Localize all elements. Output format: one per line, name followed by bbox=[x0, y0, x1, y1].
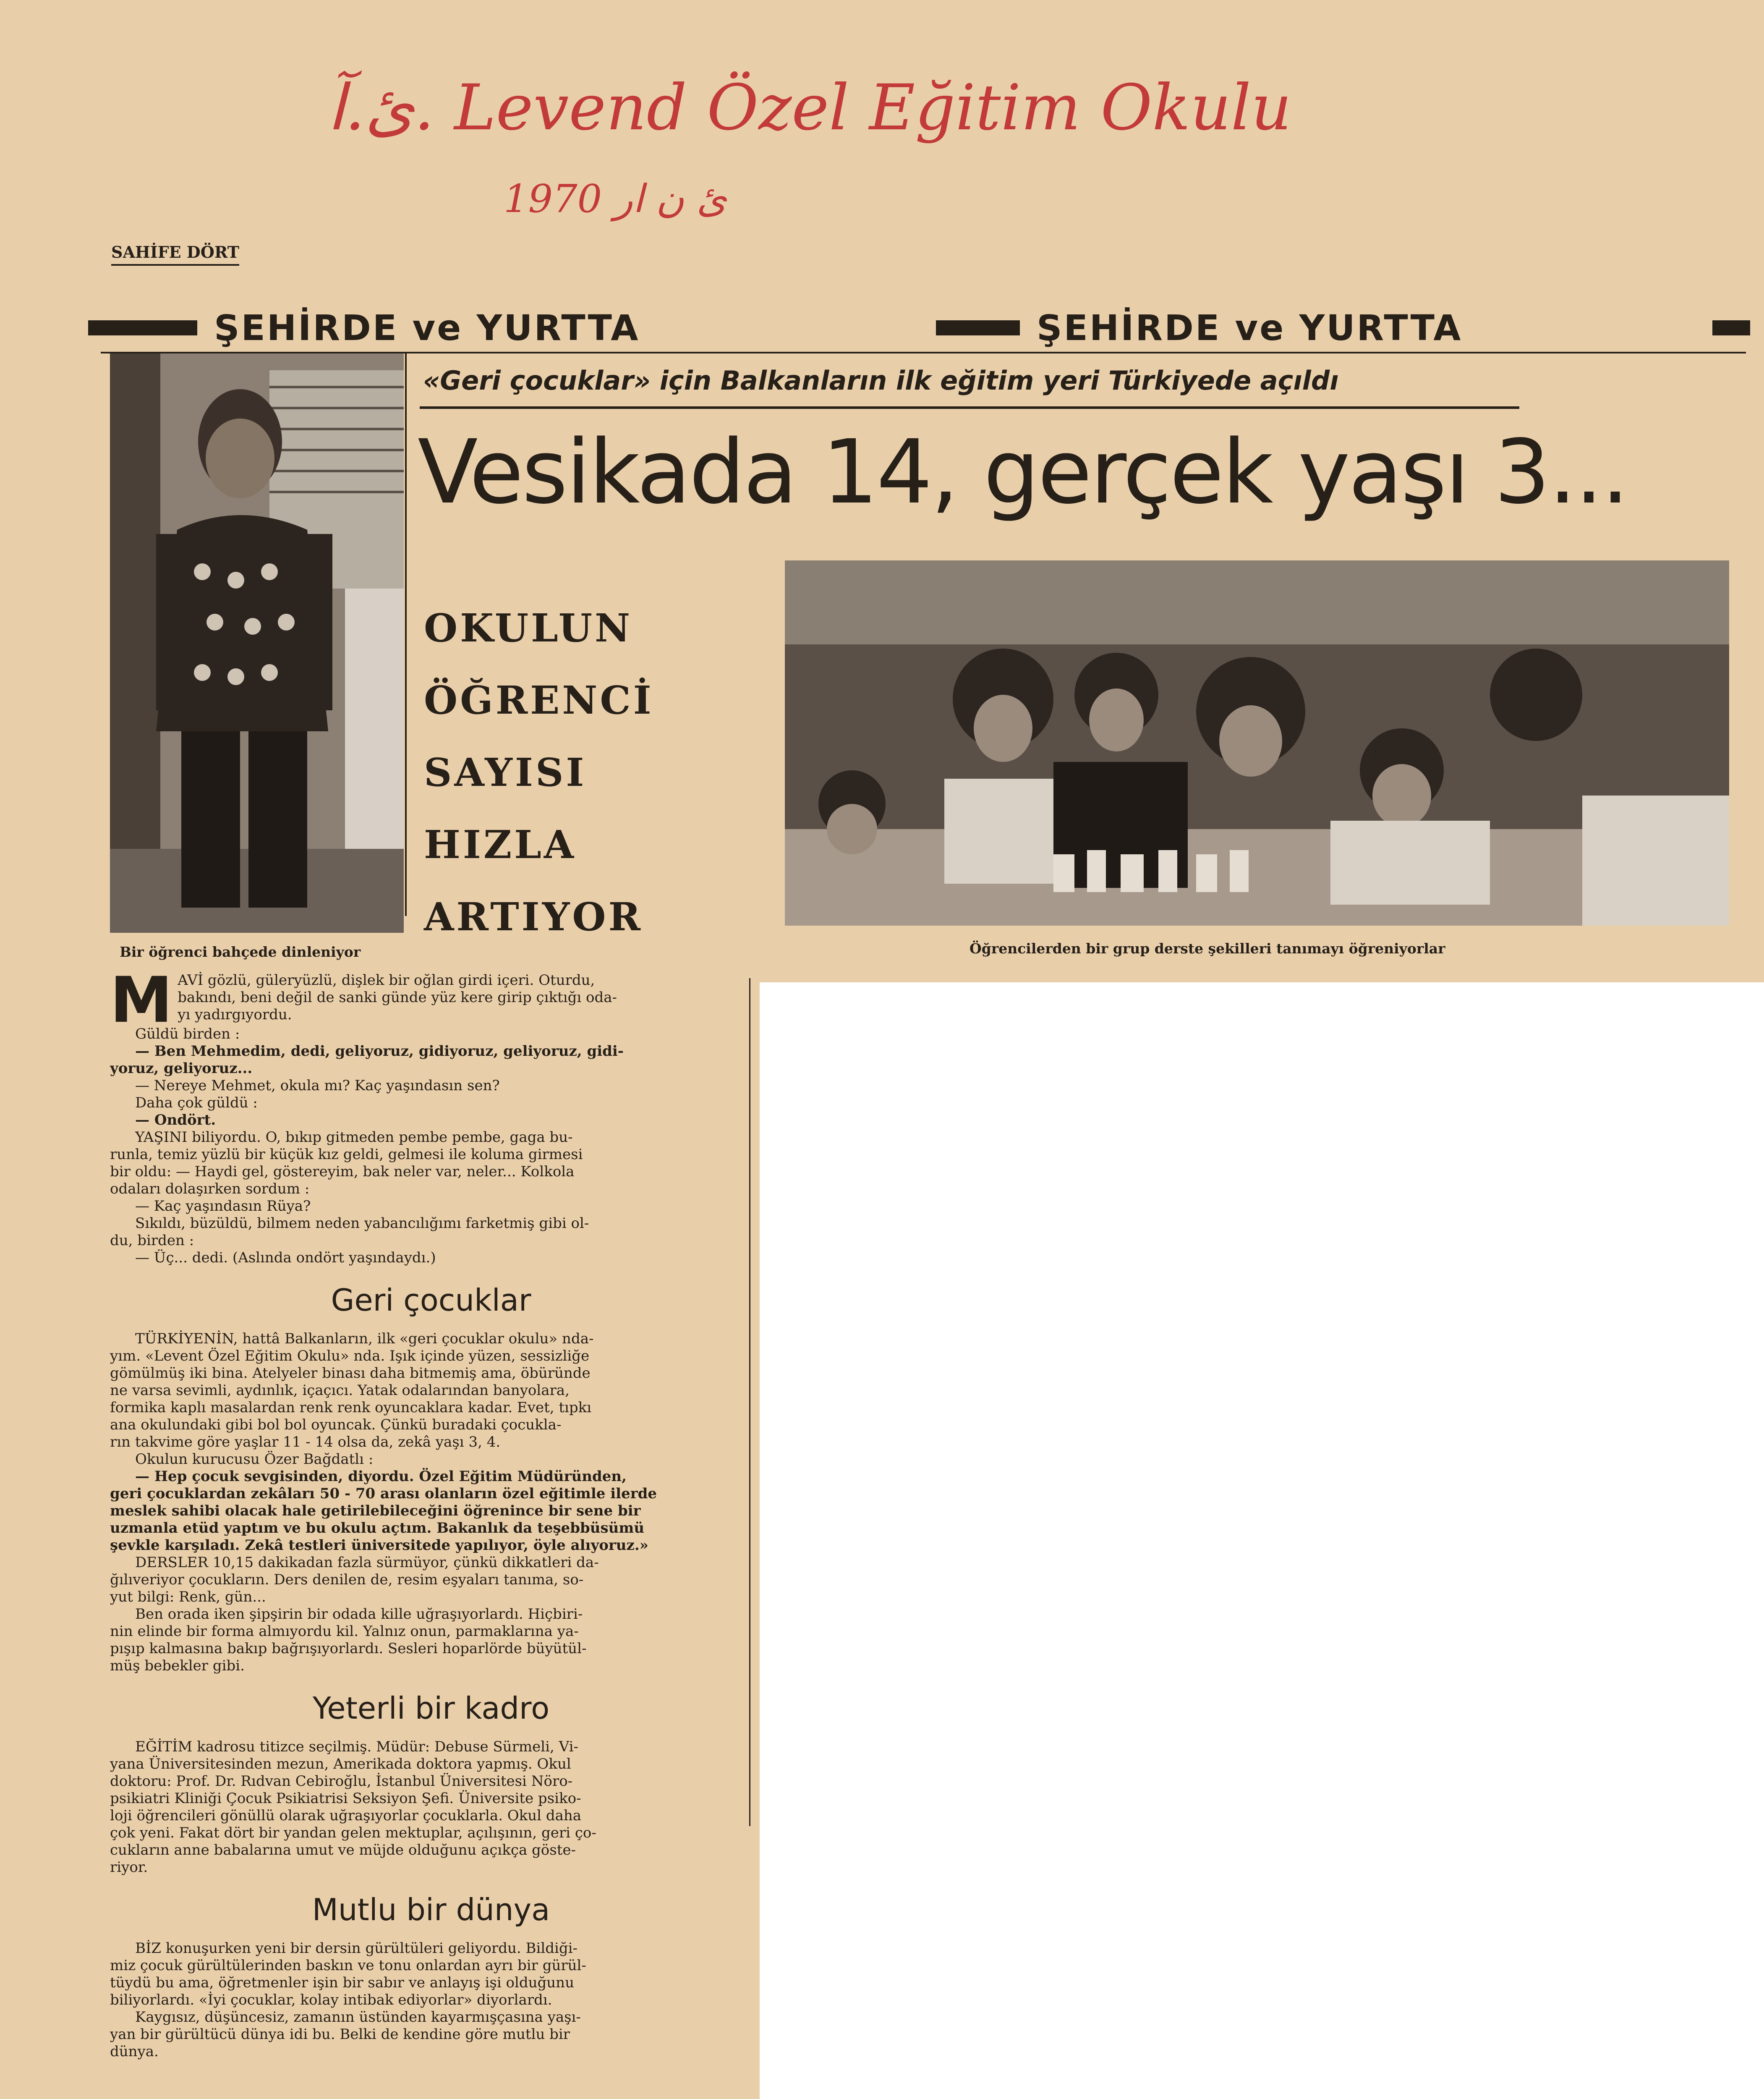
drop-cap: M bbox=[110, 964, 173, 1037]
text-line: pışıp kalmasına bakıp bağrışıyorlardı. Sesleri hoparlörde büyütül- bbox=[110, 1640, 587, 1657]
section-banner bbox=[88, 309, 1750, 347]
student-photo-image bbox=[110, 353, 404, 933]
text-line: Okulun kurucusu Özer Bağdatlı : bbox=[135, 1451, 374, 1468]
kicker: «Geri çocuklar» için Balkanların ilk eğitim yeri Türkiyede açıldı bbox=[423, 365, 1339, 396]
text-line: yut bilgi: Renk, gün... bbox=[110, 1589, 266, 1605]
text-line: loji öğrencileri gönüllü olarak uğraşıyorlar çocuklarla. Okul daha bbox=[110, 1807, 582, 1824]
text-line: bir oldu: — Haydi gel, göstereyim, bak neler var, neler... Kolkola bbox=[110, 1163, 575, 1180]
text-line: gömülmüş iki bina. Atelyeler binası daha bitmemiş ama, öbüründe bbox=[110, 1365, 591, 1382]
handwritten-annotation-date: 1970 ئ ن ار bbox=[504, 176, 727, 221]
text-line: yana Üniversitesinden mezun, Amerikada doktora yapmış. Okul bbox=[110, 1756, 571, 1772]
text-line: geri çocuklardan zekâları 50 - 70 arası olanların özel eğitimle ilerde bbox=[110, 1485, 657, 1502]
text-line: müş bebekler gibi. bbox=[110, 1657, 245, 1674]
text-line: odaları dolaşırken sordum : bbox=[110, 1180, 310, 1197]
text-line: Sıkıldı, büzüldü, bilmem neden yabancılığımı farketmiş gibi ol- bbox=[135, 1215, 589, 1232]
text-line: şevkle karşıladı. Zekâ testleri üniversitede yapılıyor, öyle alıyoruz.» bbox=[110, 1537, 648, 1554]
text-line: rın takvime göre yaşlar 11 - 14 olsa da, zekâ yaşı 3, 4. bbox=[110, 1434, 501, 1450]
text-line: — Nereye Mehmet, okula mı? Kaç yaşındasın sen? bbox=[135, 1077, 500, 1094]
text-line: doktoru: Prof. Dr. Rıdvan Cebiroğlu, İstanbul Üniversitesi Nöro- bbox=[110, 1773, 573, 1790]
text-line: psikiatri Kliniği Çocuk Psikiatrisi Seksiyon Şefi. Üniversite psiko- bbox=[110, 1790, 581, 1807]
text-line: YAŞINI biliyordu. O, bıkıp gitmeden pembe pembe, gaga bu- bbox=[135, 1129, 573, 1146]
text-line: DERSLER 10,15 dakikadan fazla sürmüyor, çünkü dikkatleri da- bbox=[135, 1554, 599, 1571]
text-line: — Ondört. bbox=[135, 1112, 216, 1128]
kicker-underline bbox=[420, 406, 1519, 409]
blank-background bbox=[760, 982, 1764, 2099]
deck-line: ÖĞRENCİ bbox=[424, 678, 654, 723]
class-photo bbox=[785, 560, 1729, 926]
text-line: runla, temiz yüzlü bir küçük kız geldi, gelmesi ile koluma girmesi bbox=[110, 1146, 583, 1163]
text-line: EĞİTİM kadrosu titizce seçilmiş. Müdür: Debuse Sürmeli, Vi- bbox=[135, 1738, 578, 1755]
text-line: yan bir gürültücü dünya idi bu. Belki de kendine göre mutlu bir bbox=[110, 2026, 570, 2043]
banner-bar bbox=[1712, 320, 1750, 335]
deck-line: HIZLA bbox=[424, 822, 577, 867]
text-line: cukların anne babalarına umut ve müjde olduğunu açıkça göste- bbox=[110, 1842, 576, 1858]
photo-caption-left: Bir öğrenci bahçede dinleniyor bbox=[120, 944, 361, 960]
deck-line: SAYISI bbox=[424, 750, 587, 795]
text-line: — Üç... dedi. (Aslında ondört yaşındaydı.) bbox=[135, 1249, 436, 1266]
photo-caption-right: Öğrencilerden bir grup derste şekilleri tanımayı öğreniyorlar bbox=[970, 940, 1445, 957]
subheading-geri-cocuklar: Geri çocuklar bbox=[331, 1282, 531, 1318]
deck-line: ARTIYOR bbox=[424, 894, 643, 940]
text-line: riyor. bbox=[110, 1859, 148, 1876]
article-body bbox=[110, 964, 752, 2060]
deck bbox=[424, 592, 654, 953]
subheading-yeterli-bir-kadro: Yeterli bir kadro bbox=[312, 1691, 550, 1726]
headline: Vesikada 14, gerçek yaşı 3... bbox=[418, 421, 1628, 523]
text-line: uzmanla etüd yaptım ve bu okulu açtım. Bakanlık da teşebbüsümü bbox=[110, 1520, 645, 1536]
text-line: BİZ konuşurken yeni bir dersin gürültüleri geliyordu. Bildiği- bbox=[135, 1940, 578, 1957]
subheading-mutlu-bir-dunya: Mutlu bir dünya bbox=[312, 1892, 550, 1927]
text-line: tüydü bu ama, öğretmenler işin bir sabır ve anlayış işi olduğunu bbox=[110, 1974, 574, 1991]
text-line: ana okulundaki gibi bol bol oyuncak. Çünkü buradaki çocukla- bbox=[110, 1416, 562, 1433]
text-line: yoruz, geliyoruz... bbox=[110, 1060, 253, 1077]
handwritten-annotation: ئ.آ. Levend Özel Eğitim Okulu bbox=[327, 71, 1292, 144]
text-line: nin elinde bir forma almıyordu kil. Yalnız onun, parmaklarına ya- bbox=[110, 1623, 579, 1640]
text-line: AVİ gözlü, güleryüzlü, dişlek bir oğlan girdi içeri. Oturdu, bbox=[178, 972, 595, 989]
student-photo bbox=[110, 353, 404, 933]
text-line: miz çocuk gürültülerinden baskın ve tonu onlardan ayrı bir gürül- bbox=[110, 1957, 586, 1974]
text-line: — Hep çocuk sevgisinden, diyordu. Özel Eğitim Müdüründen, bbox=[135, 1468, 627, 1485]
text-line: ğılıveriyor çocukların. Ders denilen de, resim eşyaları tanıma, so- bbox=[110, 1571, 584, 1588]
banner-text-right: ŞEHİRDE ve YURTTA bbox=[1037, 307, 1463, 348]
text-line: bakındı, beni değil de sanki günde yüz kere girip çıktığı oda- bbox=[178, 989, 617, 1006]
text-line: çok yeni. Fakat dört bir yandan gelen mektuplar, açılışının, geri ço- bbox=[110, 1824, 596, 1841]
class-photo-image bbox=[785, 560, 1729, 926]
deck-line: OKULUN bbox=[424, 605, 633, 651]
text-line: TÜRKİYENİN, hattâ Balkanların, ilk «geri çocuklar okulu» nda- bbox=[135, 1330, 594, 1347]
text-line: du, birden : bbox=[110, 1232, 194, 1249]
text-line: biliyorlardı. «İyi çocuklar, kolay intibak ediyorlar» diyorlardı. bbox=[110, 1992, 552, 2008]
text-line: Kaygısız, düşüncesiz, zamanın üstünden kayarmışçasına yaşı- bbox=[135, 2009, 581, 2026]
text-line: Daha çok güldü : bbox=[135, 1094, 258, 1111]
text-line: formika kaplı masalardan renk renk oyuncaklara kadar. Evet, tıpkı bbox=[110, 1399, 592, 1416]
text-line: — Kaç yaşındasın Rüya? bbox=[135, 1198, 311, 1214]
banner-bar bbox=[936, 320, 1020, 335]
column-rule bbox=[405, 353, 407, 916]
text-line: yı yadırgıyordu. bbox=[178, 1006, 292, 1023]
banner-bar bbox=[88, 320, 197, 335]
text-line: Ben orada iken şipşirin bir odada kille uğraşıyorlardı. Hiçbiri- bbox=[135, 1606, 583, 1623]
banner-text-left: ŞEHİRDE ve YURTTA bbox=[214, 307, 640, 348]
text-line: — Ben Mehmedim, dedi, geliyoruz, gidiyoruz, geliyoruz, gidi- bbox=[135, 1043, 624, 1060]
text-line: dünya. bbox=[110, 2043, 159, 2060]
text-line: Güldü birden : bbox=[135, 1026, 240, 1042]
text-line: yım. «Levent Özel Eğitim Okulu» nda. Işık içinde yüzen, sessizliğe bbox=[110, 1348, 590, 1364]
text-line: ne varsa sevimli, aydınlık, içaçıcı. Yatak odalarından banyolara, bbox=[110, 1382, 570, 1399]
text-line: meslek sahibi olacak hale getirilebileceğini öğrenince bir sene bir bbox=[110, 1502, 641, 1519]
page-label: SAHİFE DÖRT bbox=[111, 243, 239, 266]
